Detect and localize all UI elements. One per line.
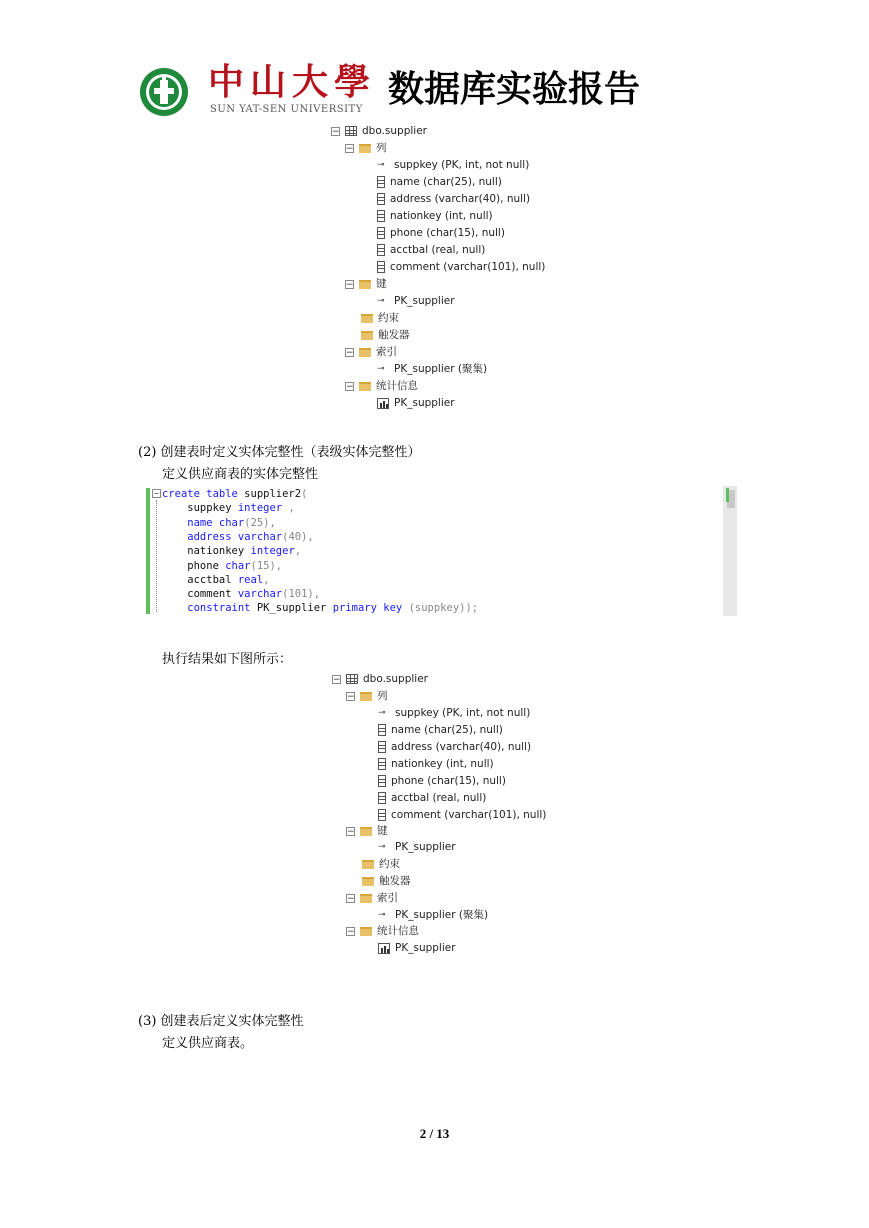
tree-label: comment (varchar(101), null) [390,261,546,273]
section-3-heading: (3) 创建表后定义实体完整性 [138,1014,304,1029]
tree-label: 统计信息 [376,380,418,392]
tree-node-column[interactable] [377,191,530,207]
tree-node-stats-folder[interactable] [346,923,419,939]
column-icon [377,227,385,239]
code-token: create table [162,488,238,500]
code-line [162,573,269,587]
tree-label: address (varchar(40), null) [391,741,532,753]
section-2-subheading: 定义供应商表的实体完整性 [162,467,319,482]
tree-node-column[interactable] [378,722,503,738]
code-token: (suppkey)); [402,602,479,615]
code-token: ( [301,488,308,500]
tree-label: 键 [377,825,388,837]
key-icon: ⊸ [377,296,385,306]
tree-label: 触发器 [379,875,411,887]
code-line [162,601,478,615]
tree-label: dbo.supplier [363,673,428,685]
folder-icon [361,314,373,323]
tree-node-column[interactable] [377,225,505,241]
tree-label: 索引 [377,892,398,904]
folder-icon [359,280,371,289]
statistics-icon [378,943,390,954]
tree-label: 约束 [379,858,400,870]
collapse-icon[interactable]: − [332,126,340,137]
tree-node-index[interactable] [377,361,487,377]
tree-node-column[interactable] [377,208,493,224]
tree-label: comment (varchar(101), null) [391,809,547,821]
folder-icon [359,144,371,153]
collapse-icon[interactable]: − [346,347,354,358]
tree-node-stat[interactable] [378,940,456,956]
code-token: comment [162,588,238,601]
key-icon: ⊸ [378,708,386,718]
tree-label: suppkey (PK, int, not null) [395,707,531,719]
tree-node-columns-folder[interactable] [346,688,388,704]
folder-icon [359,382,371,391]
tree-node-indexes-folder[interactable] [345,344,397,360]
outline-guide [156,500,158,612]
collapse-icon[interactable]: − [346,279,354,290]
code-token: supplier2 [237,488,302,500]
change-marker [726,488,729,502]
tree-label: name (char(25), null) [391,724,503,736]
tree-node-column[interactable] [378,739,531,755]
code-token: primary key [332,602,403,615]
tree-label: phone (char(15), null) [390,227,505,239]
tree-node-column[interactable] [377,174,502,190]
tree-label: PK_supplier [395,841,456,853]
tree-node-column[interactable] [378,790,486,806]
code-token: (25), [244,516,276,529]
code-line [162,587,320,601]
code-line [162,487,307,501]
tree-node-column[interactable] [378,756,494,772]
tree-label: 列 [376,142,387,154]
tree-label: PK_supplier (聚集) [395,909,489,921]
tree-node-stat[interactable] [377,395,455,411]
code-token: constraint [162,602,251,615]
tree-label: 统计信息 [377,925,419,937]
column-icon [378,809,386,821]
tree-node-column[interactable] [377,157,529,173]
tree-node-stats-folder[interactable] [345,378,418,394]
code-line [162,530,314,544]
tree-label: name (char(25), null) [390,176,502,188]
key-icon: ⊸ [377,364,385,374]
collapse-icon[interactable]: − [347,826,355,837]
tree-label: suppkey (PK, int, not null) [394,159,530,171]
editor-scrollbar[interactable] [723,486,737,616]
tree-node-column[interactable] [378,705,530,721]
key-icon: ⊸ [378,910,386,920]
code-token: varchar [237,588,283,601]
code-token: varchar [237,530,283,543]
tree-label: 索引 [376,346,397,358]
table-icon [346,674,358,684]
code-token: suppkey [162,502,238,515]
tree-node-indexes-folder[interactable] [346,890,398,906]
tree-node-column[interactable] [378,807,546,823]
folder-icon [360,827,372,836]
tree-node-column[interactable] [377,242,485,258]
column-icon [377,210,385,222]
column-icon [378,792,386,804]
column-icon [377,176,385,188]
collapse-icon[interactable]: − [347,926,355,937]
tree-label: phone (char(15), null) [391,775,506,787]
tree-label: nationkey (int, null) [390,210,493,222]
tree-label: PK_supplier (聚集) [394,363,488,375]
code-token: , [263,573,270,586]
column-icon [378,741,386,753]
code-token: (40), [282,530,314,543]
code-token: (101), [282,588,321,601]
university-name-cn: 中山大學 [208,61,377,103]
column-icon [377,244,385,256]
report-header [138,62,738,122]
university-name-en: SUN YAT-SEN UNIVERSITY [210,104,363,115]
folder-icon [359,348,371,357]
collapse-icon[interactable]: − [346,381,354,392]
tree-node-key[interactable] [378,839,456,855]
code-line [162,559,282,573]
code-token: char [225,559,251,572]
tree-label: PK_supplier [394,295,455,307]
code-token: integer [250,545,295,558]
tree-label: acctbal (real, null) [391,792,487,804]
folder-icon [362,877,374,886]
folder-icon [361,331,373,340]
code-token: address [162,530,232,543]
code-token: integer [237,502,283,515]
section-3-subheading: 定义供应商表。 [162,1036,254,1051]
collapse-icon[interactable]: − [346,143,354,154]
tree-label: PK_supplier [394,397,455,409]
code-collapse-icon[interactable]: − [152,489,161,498]
code-token: PK_supplier [250,602,333,615]
tree-node-triggers-folder[interactable] [362,873,411,889]
tree-node-keys-folder[interactable] [345,276,387,292]
page-number: 2 / 13 [419,1126,450,1141]
tree-node-triggers-folder[interactable] [361,327,410,343]
code-token: , [294,545,302,558]
code-token: acctbal [162,573,238,586]
code-token: (15), [250,559,283,572]
tree-node-key[interactable] [377,293,455,309]
tree-label: PK_supplier [395,942,456,954]
folder-icon [360,927,372,936]
folder-icon [360,894,372,903]
tree-label: acctbal (real, null) [390,244,486,256]
tree-label: 触发器 [378,329,410,341]
key-icon: ⊸ [377,160,385,170]
tree-label: nationkey (int, null) [391,758,494,770]
tree-label: address (varchar(40), null) [390,193,531,205]
tree-node-keys-folder[interactable] [346,823,388,839]
tree-node-table[interactable] [331,123,427,139]
column-icon [377,261,385,273]
tree-node-table[interactable] [332,671,428,687]
tree-label: 列 [377,690,388,702]
code-token: char [218,516,245,529]
table-icon [345,126,357,136]
change-indicator-bar [146,488,150,614]
column-icon [378,758,386,770]
collapse-icon[interactable]: − [333,674,341,685]
code-token: name [162,516,213,529]
tree-node-columns-folder[interactable] [345,140,387,156]
tree-node-column[interactable] [378,773,506,789]
tree-label: 键 [376,278,387,290]
code-token: nationkey [162,545,251,558]
university-emblem-icon [138,66,190,118]
tree-label: dbo.supplier [362,125,427,137]
column-icon [378,775,386,787]
tree-node-constraints-folder[interactable] [361,310,399,326]
statistics-icon [377,398,389,409]
key-icon: ⊸ [378,842,386,852]
code-line [162,516,276,530]
tree-node-constraints-folder[interactable] [362,856,400,872]
folder-icon [360,692,372,701]
code-line [162,501,295,515]
sql-code-editor[interactable] [130,486,737,616]
collapse-icon[interactable]: − [347,893,355,904]
column-icon [378,724,386,736]
tree-node-column[interactable] [377,259,545,275]
tree-label: 约束 [378,312,399,324]
code-token: phone [162,559,226,572]
editor-gutter [130,486,147,616]
section-2-heading: (2) 创建表时定义实体完整性（表级实体完整性） [138,445,421,460]
folder-icon [362,860,374,869]
collapse-icon[interactable]: − [347,691,355,702]
column-icon [377,193,385,205]
result-caption: 执行结果如下图所示： [162,652,293,667]
code-token: real [237,573,264,586]
report-title: 数据库实验报告 [388,69,641,110]
code-line [162,544,301,558]
tree-node-index[interactable] [378,907,488,923]
code-token: , [282,502,295,515]
